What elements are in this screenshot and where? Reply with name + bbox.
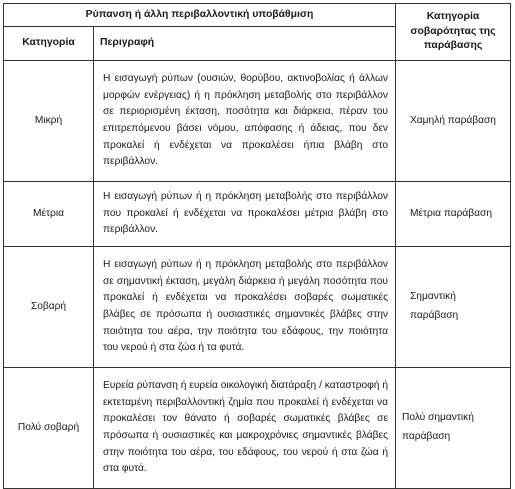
- description-cell: Ευρεία ρύπανση ή ευρεία οικολογική διατάραξη / καταστροφή ή εκτεταμένη περιβαλλοντική ζημία που προκαλεί ή ενδέχεται να προκαλέσει τον θάνατο ή σοβαρές σωματικές βλάβες σε πρόσωπα ή ουσιαστικές και μακροχρόνιες σημαντικές βλάβες στην ποιότητα του αέρα, του εδάφους, του νερού ή στα ζώα ή στα φυτά.: [94, 368, 396, 489]
- severity-cell: Σημαντική παράβαση: [396, 247, 511, 368]
- table-row: [4, 182, 511, 247]
- table-row: [4, 368, 511, 489]
- category-cell: Σοβαρή: [4, 247, 94, 368]
- table-row: [4, 61, 511, 182]
- severity-cell: Χαμηλή παράβαση: [396, 61, 511, 182]
- category-column-header: Κατηγορία: [4, 27, 94, 61]
- description-cell: Η εισαγωγή ρύπων (ουσιών, θορύβου, ακτινοβολίας ή άλλων μορφών ενέργειας) ή η πρόκληση μεταβολής στο περιβάλλον σε περιορισμένη έκταση, ποσότητα και διάρκεια, πέραν του επιτρεπόμενου βάσει νόμου, απόφασης ή άδειας, που δεν προκαλεί ή ενδέχεται να προκαλέσει ήπια βλάβη στο περιβάλλον.: [94, 61, 396, 182]
- severity-cell: Μέτρια παράβαση: [396, 182, 511, 247]
- document-page: [3, 3, 510, 489]
- severity-cell: Πολύ σημαντική παράβαση: [396, 368, 511, 489]
- description-column-header: Περιγραφή: [94, 27, 396, 61]
- group-title: Ρύπανση ή άλλη περιβαλλοντική υποβάθμιση: [4, 4, 396, 27]
- description-cell: Η εισαγωγή ρύπων ή η πρόκληση μεταβολής στο περιβάλλον σε σημαντική έκταση, μεγάλη διάρκεια ή μεγάλη ποσότητα που προκαλεί ή ενδέχεται να προκαλέσει σοβαρές σωματικές βλάβες σε πρόσωπα ή ουσιαστικές σημαντικές βλάβες στην ποιότητα του αέρα, την ποιότητα του εδάφους, την ποιότητα του νερού ή στα ζώα ή τα φυτά.: [94, 247, 396, 368]
- category-cell: Πολύ σοβαρή: [4, 368, 94, 489]
- table-header-row: [4, 4, 511, 27]
- pollution-severity-table: [3, 3, 511, 489]
- description-cell: Η εισαγωγή ρύπων ή η πρόκληση μεταβολής στο περιβάλλον που προκαλεί ή ενδέχεται να προκαλέσει μέτρια βλάβη στο περιβάλλον.: [94, 182, 396, 247]
- table-row: [4, 247, 511, 368]
- category-cell: Μέτρια: [4, 182, 94, 247]
- severity-column-header: Κατηγορία σοβαρότητας της παράβασης: [396, 4, 511, 61]
- category-cell: Μικρή: [4, 61, 94, 182]
